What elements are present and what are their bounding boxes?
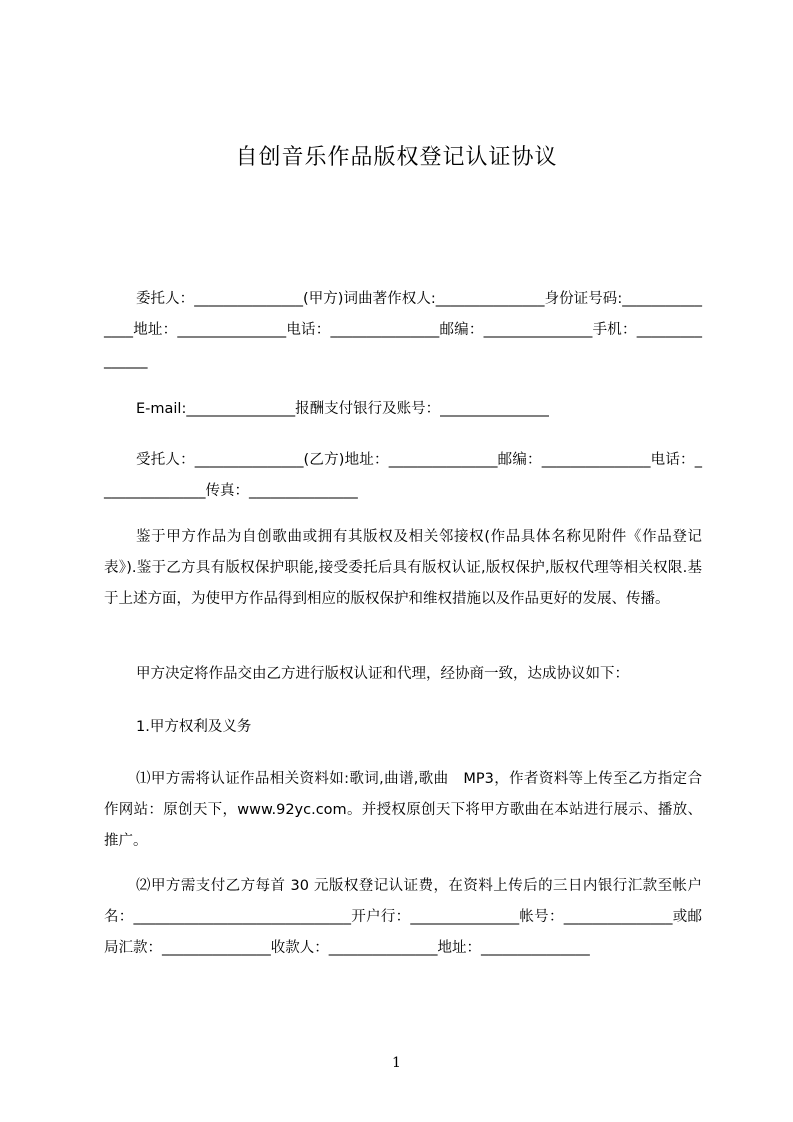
- client-info-paragraph: 委托人：_______________(甲方)词曲著作权人:_______________身份证号码:_______________地址：_______________电话：_______________邮编：_______________手机：_______________: [104, 291, 702, 369]
- decision-paragraph: 甲方决定将作品交由乙方进行版权认证和代理，经协商一致，达成协议如下：: [136, 666, 629, 682]
- email-bank-paragraph: E-mail:_______________报酬支付银行及账号：_______________: [136, 401, 549, 417]
- agent-info-paragraph: 受托人：_______________(乙方)地址：_______________邮编：_______________电话：_______________传真：_______________: [104, 452, 702, 499]
- page-number: 1: [392, 1055, 401, 1071]
- clause-item-2: ⑵甲方需支付乙方每首 30 元版权登记认证费，在资料上传后的三日内银行汇款至帐户名：______________________________开户行：_______________帐号：_______________或邮局汇款：_______________收款人：_______________地址：_______________: [104, 878, 702, 956]
- clause-item-1: ⑴甲方需将认证作品相关资料如:歌词,曲谱,歌曲 MP3，作者资料等上传至乙方指定合作网站：原创天下，www.92yc.com。并授权原创天下将甲方歌曲在本站进行展示、播放、推广。: [104, 771, 702, 849]
- document-title: 自创音乐作品版权登记认证协议: [235, 145, 558, 170]
- section-heading-party-a-rights: 1.甲方权利及义务: [136, 719, 252, 735]
- basis-paragraph: 鉴于甲方作品为自创歌曲或拥有其版权及相关邻接权(作品具体名称见附件《作品登记表》).鉴于乙方具有版权保护职能,接受委托后具有版权认证,版权保护,版权代理等相关权限.基于上述方面，为使甲方作品得到相应的版权保护和维权措施以及作品更好的发展、传播。: [104, 529, 702, 607]
